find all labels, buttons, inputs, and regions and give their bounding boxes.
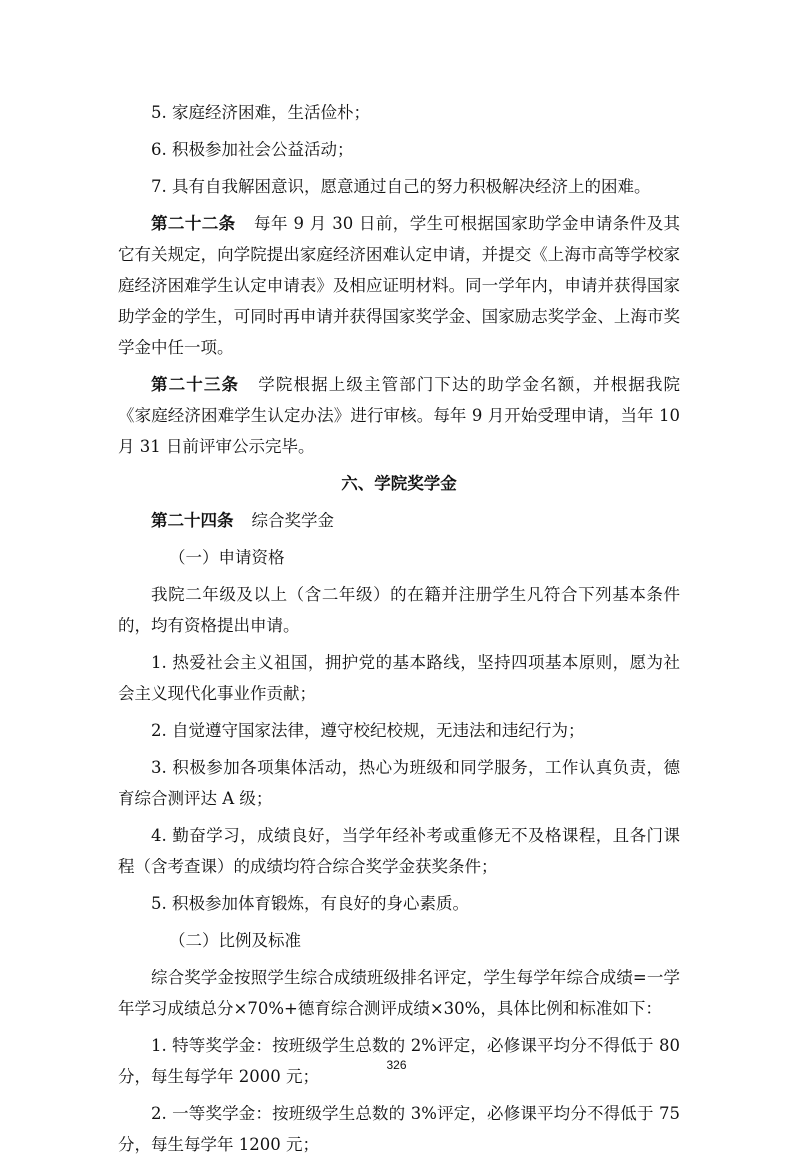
list-item: 4. 勤奋学习，成绩良好，当学年经补考或重修无不及格课程，且各门课程（含考查课）的成绩均符合综合奖学金获奖条件；	[118, 826, 680, 876]
list-item: 7. 具有自我解困意识，愿意通过自己的努力积极解决经济上的困难。	[151, 177, 651, 196]
list-item: 3. 积极参加各项集体活动，热心为班级和同学服务，工作认真负责，德育综合测评达 A 级；	[118, 758, 680, 808]
article-23-label: 第二十三条	[151, 375, 240, 394]
article-22-label: 第二十二条	[151, 214, 236, 233]
article-23	[118, 369, 680, 462]
paragraph: 我院二年级及以上（含二年级）的在籍并注册学生凡符合下列基本条件的，均有资格提出申请。	[118, 585, 680, 635]
list-item: 1. 热爱社会主义祖国，拥护党的基本路线，坚持四项基本原则，愿为社会主义现代化事业作贡献；	[118, 653, 680, 703]
list-item: 5. 积极参加体育锻炼，有良好的身心素质。	[151, 894, 469, 913]
article-24-text: 综合奖学金	[251, 511, 334, 530]
list-item: 6. 积极参加社会公益活动；	[151, 140, 354, 159]
article-22	[118, 208, 680, 363]
list-item: 2. 自觉遵守国家法律，遵守校纪校规，无违法和违纪行为；	[151, 721, 585, 740]
article-23-text: 学院根据上级主管部门下达的助学金名额，并根据我院《家庭经济困难学生认定办法》进行审核。每年 9 月开始受理申请，当年 10 月 31 日前评审公示完毕。	[118, 375, 681, 456]
subsection-title: （一）申请资格	[169, 548, 285, 567]
section-heading: 六、学院奖学金	[341, 474, 457, 493]
list-item: 1. 特等奖学金：按班级学生总数的 2%评定，必修课平均分不得低于 80 分，每生每学年 2000 元；	[118, 1036, 680, 1086]
list-item: 5. 家庭经济困难，生活俭朴；	[151, 103, 370, 122]
page-body	[118, 97, 680, 1166]
article-22-text: 每年 9 月 30 日前，学生可根据国家助学金申请条件及其它有关规定，向学院提出家庭经济困难认定申请，并提交《上海市高等学校家庭经济困难学生认定申请表》及相应证明材料。同一学年内，申请并获得国家助学金的学生，可同时再申请并获得国家奖学金、国家励志奖学金、上海市奖学金中任一项。	[118, 214, 680, 357]
paragraph: 综合奖学金按照学生综合成绩班级排名评定，学生每学年综合成绩=一学年学习成绩总分×70%+德育综合测评成绩×30%，具体比例和标准如下：	[118, 968, 680, 1018]
list-item: 2. 一等奖学金：按班级学生总数的 3%评定，必修课平均分不得低于 75 分，每生每学年 1200 元；	[118, 1104, 680, 1154]
page-number: 326	[386, 1058, 407, 1072]
article-24-label: 第二十四条	[151, 511, 234, 530]
article-24	[118, 505, 680, 536]
subsection-title: （二）比例及标准	[169, 931, 301, 950]
